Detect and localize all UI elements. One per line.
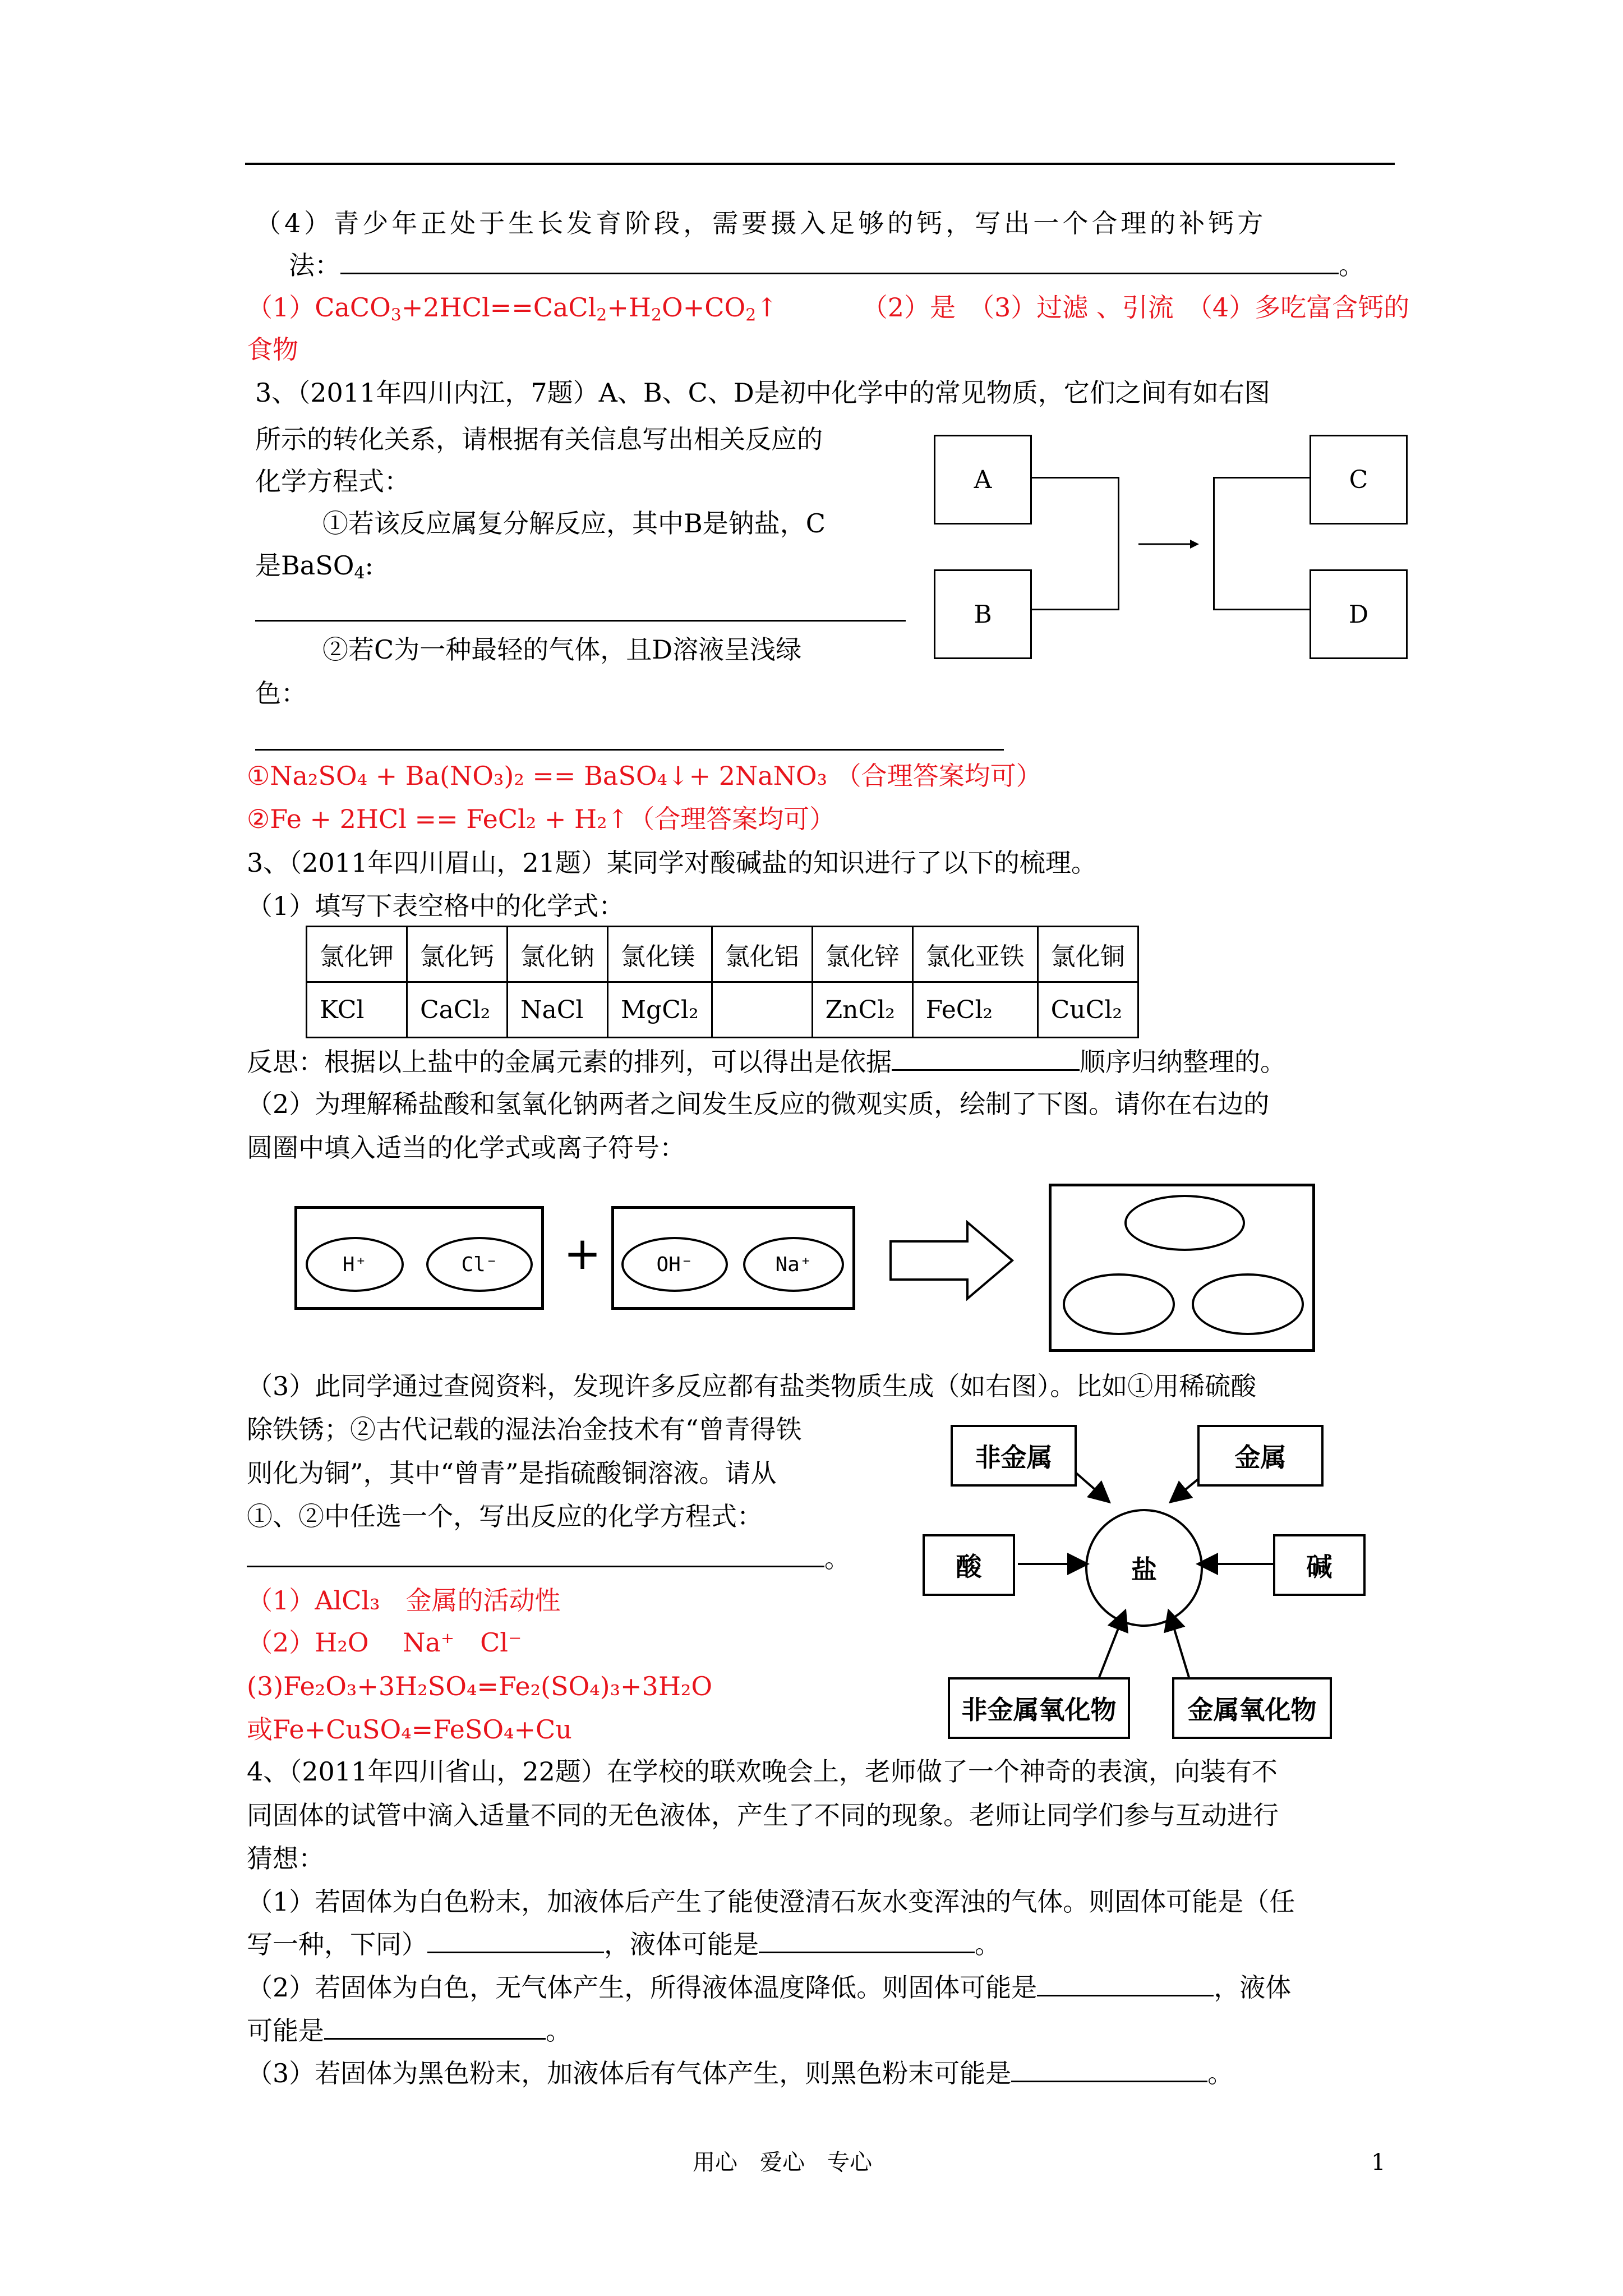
chloride-table	[306, 926, 1139, 1038]
table-cell: 氯化铝	[712, 927, 812, 982]
label-nonmetal-oxide: 非金属氧化物	[948, 1677, 1130, 1739]
footer-text: 用心 爱心 专心	[693, 2150, 872, 2175]
text: 反思：根据以上盐中的金属元素的排列，可以得出是依据	[247, 1047, 892, 1077]
table-cell: 氯化亚铁	[912, 927, 1038, 982]
text: 可能是	[247, 2016, 324, 2046]
answer-line: （1）AlCl₃ 金属的活动性	[247, 1585, 561, 1616]
text: （1）CaCO	[247, 292, 391, 323]
text: 。	[546, 2016, 571, 2046]
table-cell: KCl	[307, 982, 407, 1038]
question-line	[247, 1929, 1000, 1960]
answer-line: $(1)CaCO_3+2HCl==CaCl_2+H_2O+CO_2↑$ （2）是 （3）过滤 、引流 （4）多吃富含钙的	[247, 292, 1410, 325]
ion-na: Na⁺	[743, 1237, 844, 1292]
text: +2HCl==CaCl	[401, 292, 597, 323]
answer-blank[interactable]	[340, 250, 1339, 274]
product-circle[interactable]	[1124, 1195, 1245, 1251]
table-row	[307, 982, 1138, 1038]
table-cell: 氯化铜	[1038, 927, 1138, 982]
box-d: D	[1310, 569, 1408, 659]
text: 。	[824, 1543, 850, 1573]
table-cell-blank[interactable]	[712, 982, 812, 1038]
table-cell: CaCl₂	[407, 982, 508, 1038]
connector	[1118, 477, 1119, 610]
answer-line: 食物	[247, 334, 298, 365]
box-b: B	[934, 569, 1032, 659]
text: （2）若固体为白色，无气体产生，所得液体温度降低。则固体可能是	[247, 1972, 1038, 2003]
text: 。	[1339, 250, 1364, 280]
header-rule	[245, 163, 1395, 165]
question-line: （4）青少年正处于生长发育阶段，需要摄入足够的钙，写出一个合理的补钙方	[255, 208, 1267, 238]
question-line: 则化为铜”，其中“曾青”是指硫酸铜溶液。请从	[247, 1458, 777, 1488]
table-cell: 氯化钙	[407, 927, 508, 982]
connector	[1032, 609, 1119, 610]
table-cell: 氯化锌	[812, 927, 912, 982]
question-line: ①、②中任选一个，写出反应的化学方程式：	[247, 1501, 763, 1531]
question-line: 所示的转化关系，请根据有关信息写出相关反应的	[255, 424, 823, 454]
text: 法：	[289, 250, 340, 280]
question-line: （1）若固体为白色粉末，加液体后产生了能使澄清石灰水变浑浊的气体。则固体可能是（任	[247, 1887, 1295, 1917]
table-row	[307, 927, 1138, 982]
table-cell: ZnCl₂	[812, 982, 912, 1038]
answer-blank[interactable]	[324, 2016, 546, 2040]
question-line	[247, 1543, 850, 1574]
text: O+CO	[662, 292, 746, 323]
answer-line: ①Na₂SO₄ + Ba(NO₃)₂ == BaSO₄↓+ 2NaNO₃ （合理答案均可）	[247, 761, 1042, 791]
box-a: A	[934, 435, 1032, 524]
connector	[1032, 477, 1119, 478]
product-circle[interactable]	[1192, 1273, 1304, 1335]
question-line: 化学方程式：	[255, 466, 410, 496]
answer-blank[interactable]	[759, 1929, 975, 1953]
answer-blank[interactable]	[255, 620, 906, 622]
question-line	[247, 1046, 1286, 1078]
answer-line: 或Fe+CuSO₄=FeSO₄+Cu	[247, 1714, 572, 1745]
table-cell: CuCl₂	[1038, 982, 1138, 1038]
plus-sign: +	[564, 1227, 602, 1280]
text: （2）是 （3）过滤 、引流 （4）多吃富含钙的	[861, 292, 1410, 323]
answer-blank[interactable]	[892, 1047, 1080, 1071]
text: :	[365, 550, 374, 581]
ion-h: H⁺	[306, 1237, 404, 1292]
page-number: 1	[1371, 2150, 1386, 2175]
answer-blank[interactable]	[427, 1929, 604, 1953]
connector	[1214, 609, 1310, 610]
box-c: C	[1310, 435, 1408, 524]
question-line: 圆圈中填入适当的化学式或离子符号：	[247, 1133, 685, 1163]
text: 是BaSO	[255, 550, 354, 581]
answer-line: ②Fe + 2HCl == FeCl₂ + H₂↑（合理答案均可）	[247, 804, 836, 834]
label-acid: 酸	[923, 1534, 1015, 1596]
answer-blank[interactable]	[1037, 1972, 1214, 1996]
question-line: 3、（2011年四川眉山，21题）某同学对酸碱盐的知识进行了以下的梳理。	[247, 848, 1097, 878]
table-cell: FeCl₂	[912, 982, 1038, 1038]
question-line	[289, 250, 1364, 281]
text: 。	[975, 1929, 1000, 1959]
question-line: 猜想：	[247, 1843, 324, 1874]
answer-line: （2）H₂O Na⁺ Cl⁻	[247, 1627, 522, 1658]
question-line: ②若C为一种最轻的气体，且D溶液呈浅绿	[322, 634, 802, 665]
table-cell: 氯化钠	[508, 927, 608, 982]
table-cell: 氯化钾	[307, 927, 407, 982]
question-line: （1）填写下表空格中的化学式：	[247, 891, 625, 921]
salt-circle: 盐	[1085, 1509, 1203, 1627]
question-line: （3）此同学通过查阅资料，发现许多反应都有盐类物质生成（如右图）。比如①用稀硫酸	[247, 1371, 1257, 1401]
text: ，液体可能是	[604, 1929, 759, 1959]
text: ，液体	[1214, 1972, 1292, 2003]
question-line	[247, 2058, 1233, 2089]
question-line: 4、（2011年四川省山，22题）在学校的联欢晚会上，老师做了一个神奇的表演，向装有不	[247, 1756, 1278, 1787]
label-base: 碱	[1273, 1534, 1366, 1596]
question-line: 3、（2011年四川内江，7题）A、B、C、D是初中化学中的常见物质，它们之间有如右图	[255, 378, 1270, 408]
arrow-right-icon	[1138, 536, 1200, 553]
text: （3）若固体为黑色粉末，加液体后有气体产生，则黑色粉末可能是	[247, 2058, 1012, 2088]
answer-blank[interactable]	[1011, 2058, 1207, 2082]
question-line: 是BaSO$_4$:	[255, 550, 374, 583]
block-arrow-icon	[889, 1220, 1015, 1301]
question-line: 同固体的试管中滴入适量不同的无色液体，产生了不同的现象。老师让同学们参与互动进行	[247, 1800, 1279, 1830]
product-circle[interactable]	[1063, 1273, 1175, 1335]
answer-line: (3)Fe₂O₃+3H₂SO₄=Fe₂(SO₄)₃+3H₂O	[247, 1671, 713, 1701]
answer-blank[interactable]	[255, 749, 1004, 751]
table-cell: NaCl	[508, 982, 608, 1038]
answer-blank[interactable]	[247, 1543, 824, 1567]
question-line: 除铁锈；②古代记载的湿法冶金技术有“曾青得铁	[247, 1414, 802, 1444]
text: 写一种，下同）	[247, 1929, 427, 1959]
label-nonmetal: 非金属	[951, 1425, 1077, 1487]
ion-oh: OH⁻	[621, 1237, 728, 1292]
text: ↑	[756, 292, 778, 323]
text: 。	[1207, 2058, 1234, 2088]
connector	[1213, 477, 1215, 610]
question-line: （2）为理解稀盐酸和氢氧化钠两者之间发生反应的微观实质，绘制了下图。请你在右边的	[247, 1089, 1270, 1119]
question-line	[247, 2015, 571, 2046]
connector	[1214, 477, 1310, 478]
label-metal: 金属	[1197, 1425, 1324, 1487]
label-metal-oxide: 金属氧化物	[1172, 1677, 1332, 1739]
question-line	[247, 1972, 1291, 2003]
question-line: ①若该反应属复分解反应，其中B是钠盐，C	[322, 508, 826, 539]
text: 顺序归纳整理的。	[1080, 1047, 1286, 1077]
question-line: 色：	[255, 678, 307, 708]
ion-cl: Cl⁻	[426, 1237, 533, 1292]
table-cell: MgCl₂	[608, 982, 712, 1038]
text: +H	[607, 292, 651, 323]
table-cell: 氯化镁	[608, 927, 712, 982]
